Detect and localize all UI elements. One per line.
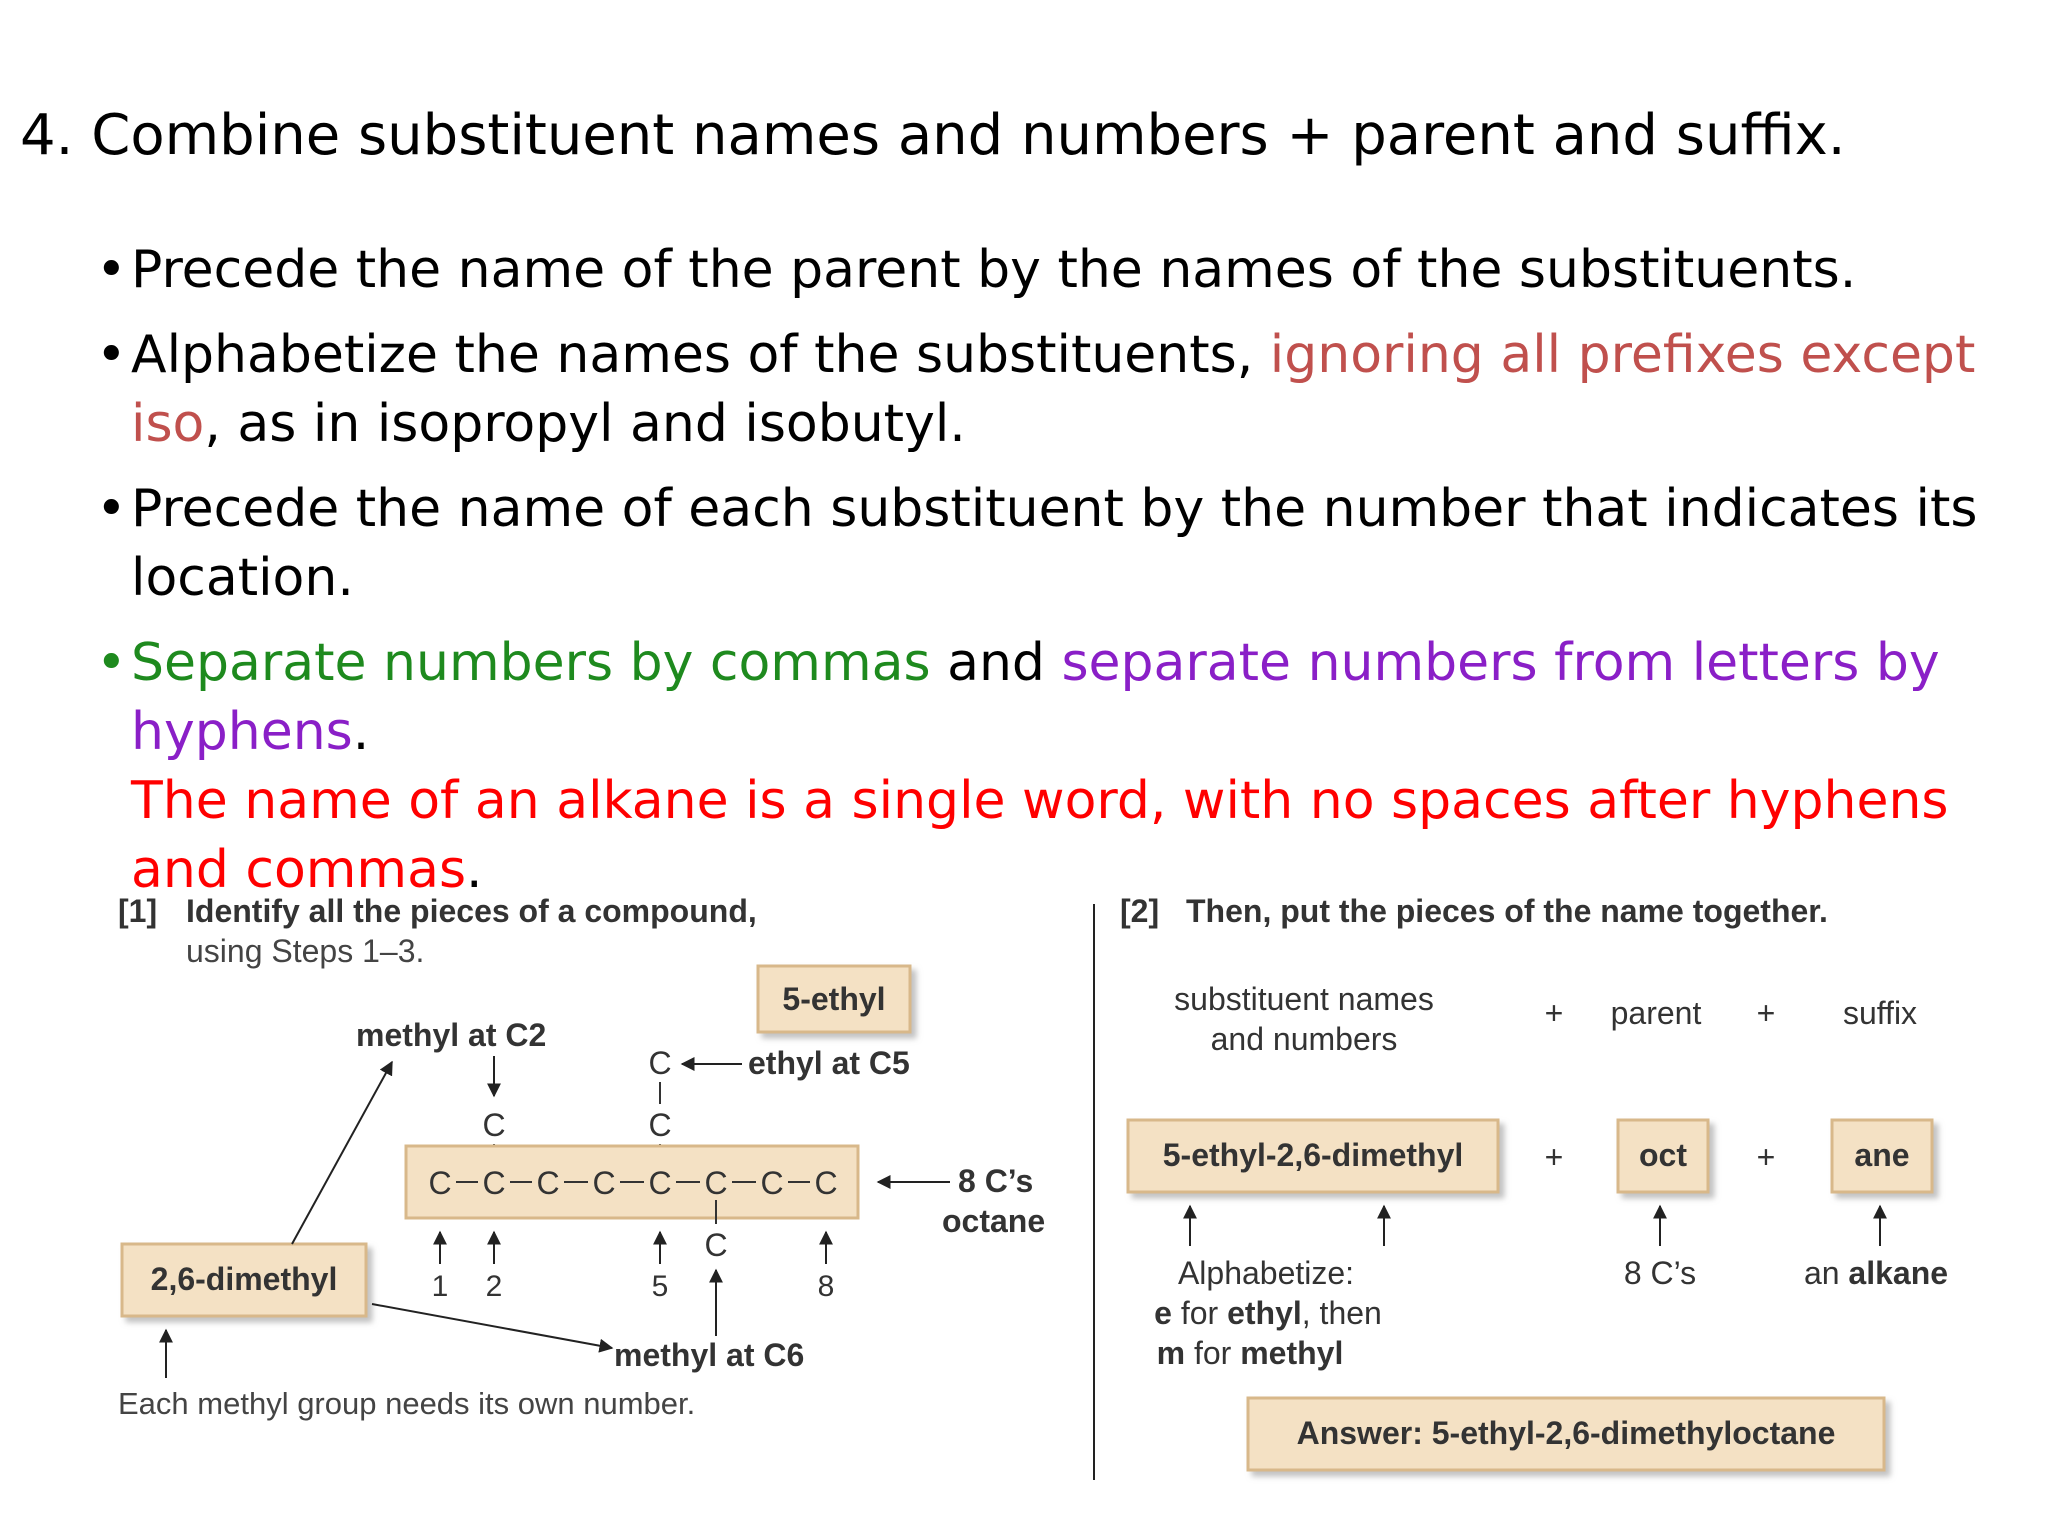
ethyl-top-carbon: C: [648, 1045, 672, 1081]
substituent-label: substituent names: [1174, 981, 1434, 1017]
highlight-ignoring-prefixes: ignoring all prefixes except iso: [131, 325, 1976, 454]
panel2-step-label: [2]: [1120, 893, 1160, 929]
red-text: The name of an alkane is a single word, with no spaces after hyphens and commas: [131, 771, 1949, 900]
position-1: 1: [431, 1270, 449, 1303]
parent-note: 8 C’s: [1623, 1255, 1697, 1291]
panel1-title: Identify all the pieces of a compound,: [186, 893, 757, 929]
position-8: 8: [817, 1270, 835, 1303]
chain-carbon: C: [428, 1165, 452, 1201]
bullet-dot: •: [96, 479, 127, 539]
alphabetize-label: Alphabetize:: [1177, 1255, 1355, 1291]
panel1-subtitle: using Steps 1–3.: [186, 933, 425, 969]
bullet-text: and: [930, 633, 1062, 693]
bullet-dot: •: [96, 633, 127, 693]
bullet-dot: •: [96, 325, 127, 385]
suffix-note: an alkane: [1803, 1255, 1949, 1291]
plus-sign: +: [1756, 1139, 1776, 1175]
ethyl-lower-carbon: C: [648, 1107, 672, 1143]
eight-carbons-label: 8 C’s: [958, 1163, 1034, 1199]
alphabetize-methyl-line: m for methyl: [1156, 1335, 1344, 1371]
bullet-list: [96, 236, 2026, 921]
chain-carbon: C: [482, 1165, 506, 1201]
parent-box-label: oct: [1639, 1137, 1687, 1173]
bullet-precede-number: [96, 475, 2026, 613]
c6-methyl-carbon: C: [704, 1227, 728, 1263]
answer-label: Answer: 5-ethyl-2,6-dimethyloctane: [1296, 1415, 1836, 1451]
dimethyl-to-c2-arrow: [292, 1062, 392, 1244]
plus-sign: +: [1544, 995, 1564, 1031]
bullet-text: .: [352, 702, 370, 762]
purple-text: separate numbers from letters by hyphens: [131, 633, 1940, 762]
chain-carbon: C: [536, 1165, 560, 1201]
ethyl-c5-label: ethyl at C5: [748, 1045, 910, 1081]
plus-sign: +: [1756, 995, 1776, 1031]
c2-methyl-carbon: C: [482, 1107, 506, 1143]
octane-label: octane: [942, 1203, 1046, 1239]
ethyl-box-label: 5-ethyl: [782, 981, 886, 1017]
naming-figure: [0, 870, 2048, 1510]
chain-carbon: C: [814, 1165, 838, 1201]
slide-heading: 4. Combine substituent names and numbers + parent and suffix.: [20, 103, 1846, 168]
alphabetize-ethyl-line: e for ethyl, then: [1154, 1295, 1382, 1331]
bullet-alphabetize: [96, 321, 2026, 459]
bullet-precede-parent: [96, 236, 2026, 305]
methyl-c2-label: methyl at C2: [356, 1017, 547, 1053]
bullet-text: , as in isopropyl and isobutyl.: [204, 394, 966, 454]
dimethyl-to-c6-arrow: [372, 1304, 612, 1348]
chain-carbon: C: [760, 1165, 784, 1201]
position-5: 5: [651, 1270, 669, 1303]
chain-carbon: C: [592, 1165, 616, 1201]
substituent-label-line2: and numbers: [1210, 1021, 1398, 1057]
panel1-step-label: [1]: [118, 893, 158, 929]
methyl-c6-label: methyl at C6: [614, 1337, 805, 1373]
suffix-label: suffix: [1842, 995, 1918, 1031]
parent-label: parent: [1610, 995, 1702, 1031]
bullet-text: Precede the name of each substituent by the number that indicates its location.: [131, 479, 1978, 608]
methyl-number-note: Each methyl group needs its own number.: [118, 1386, 696, 1421]
bullet-separate-numbers: [96, 629, 2026, 905]
bullet-text: Precede the name of the parent by the names of the substituents.: [131, 240, 1857, 300]
panel2-title: Then, put the pieces of the name together.: [1186, 893, 1828, 929]
dimethyl-box-label: 2,6-dimethyl: [150, 1261, 338, 1297]
substituent-box-label: 5-ethyl-2,6-dimethyl: [1162, 1137, 1464, 1173]
bullet-text: Alphabetize the names of the substituents,: [131, 325, 1270, 385]
chain-carbon: C: [648, 1165, 672, 1201]
plus-sign: +: [1544, 1139, 1564, 1175]
position-2: 2: [485, 1270, 503, 1303]
green-text: Separate numbers by commas: [131, 633, 931, 693]
bullet-text: .: [466, 840, 483, 900]
suffix-box-label: ane: [1854, 1137, 1910, 1173]
chain-carbon: C: [704, 1165, 728, 1201]
bullet-dot: •: [96, 240, 127, 300]
